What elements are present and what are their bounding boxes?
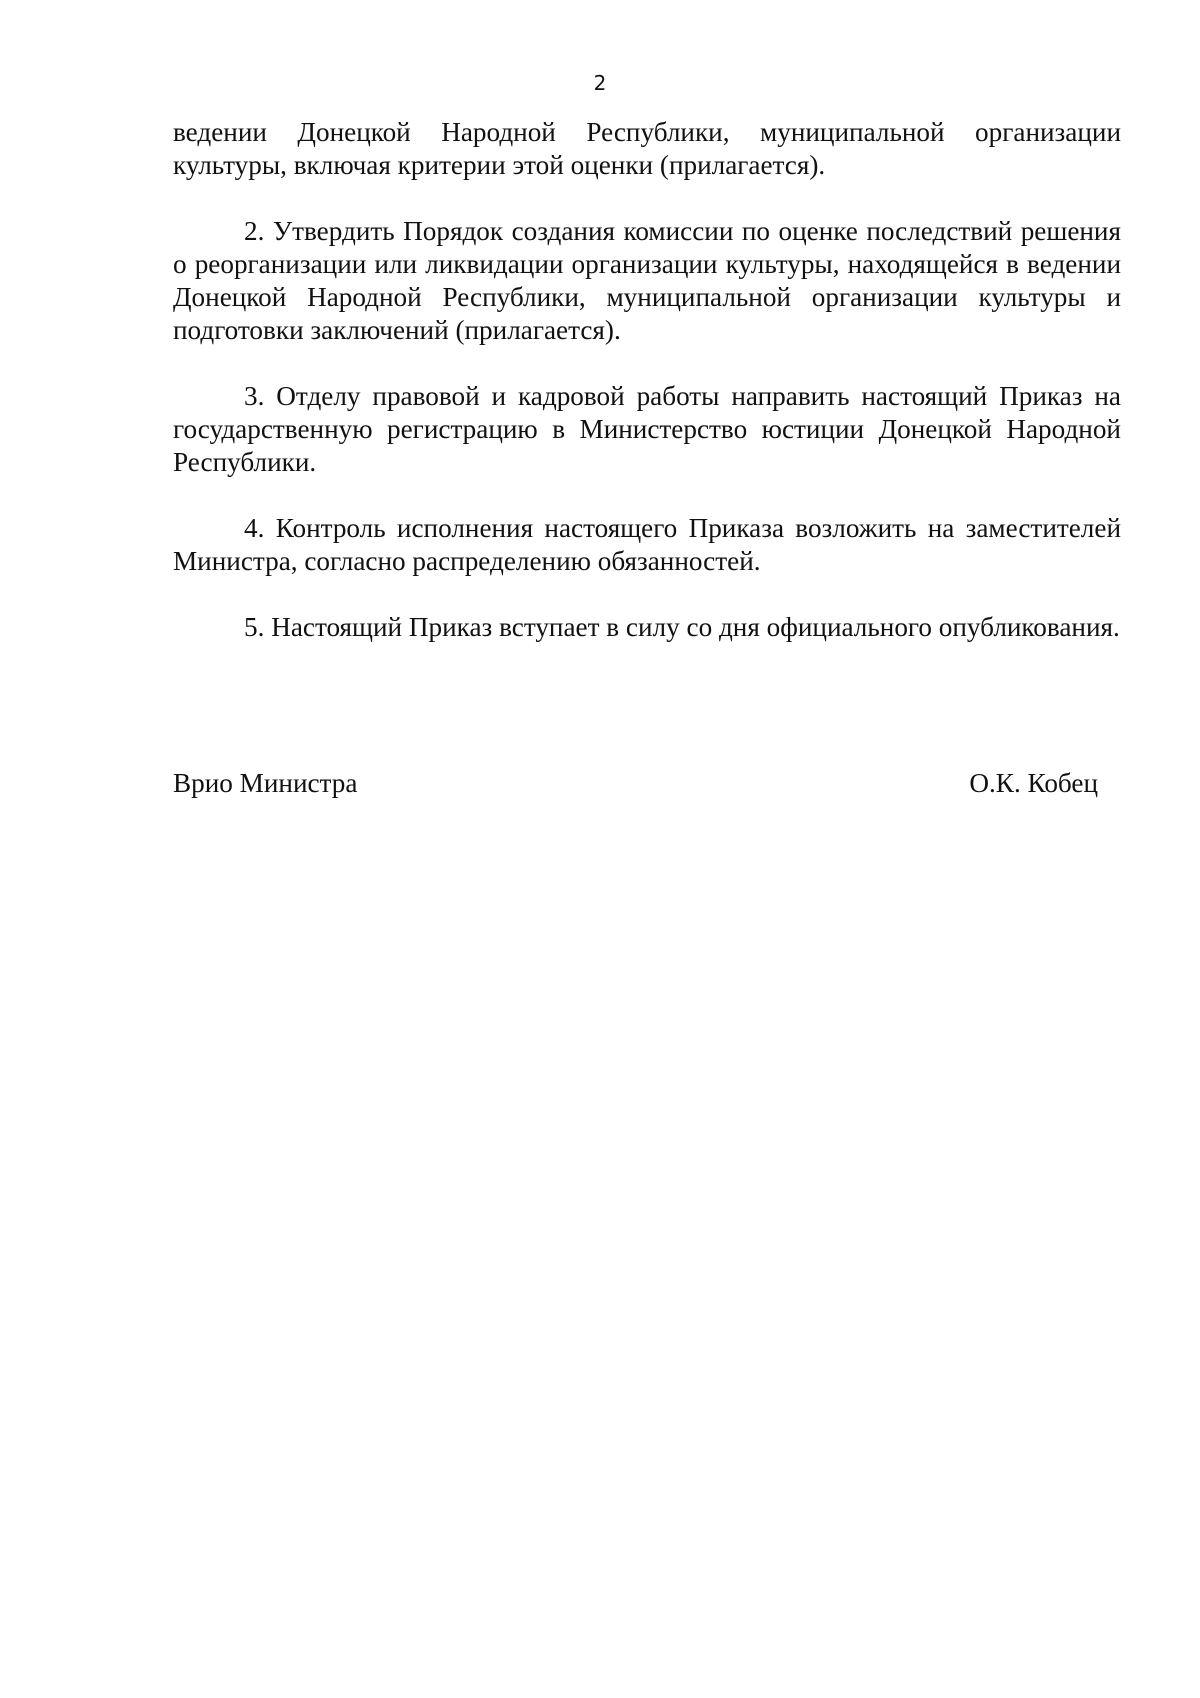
paragraph-continuation: ведении Донецкой Народной Республики, муниципальной организации культуры, включая критерии этой оценки (прилагается). xyxy=(173,117,1121,180)
paragraph-item-4: 4. Контроль исполнения настоящего Приказа возложить на заместителей Министра, согласно распределению обязанностей. xyxy=(173,513,1121,576)
paragraph-item-2: 2. Утвердить Порядок создания комиссии по оценке последствий решения о реорганизации или ликвидации организации культуры, находящейся в ведении Донецкой Народной Республики, муниципальной организации культуры и подготовки заключений (прилагается). xyxy=(173,216,1121,345)
signature-block xyxy=(173,767,1098,800)
page-number: 2 xyxy=(593,71,607,95)
document-body xyxy=(173,116,1121,644)
paragraph-item-5: 5. Настоящий Приказ вступает в силу со дня официального опубликования. xyxy=(244,612,1120,642)
signatory-name: О.К. Кобец xyxy=(969,768,1098,798)
paragraph-item-3: 3. Отделу правовой и кадровой работы направить настоящий Приказ на государственную регистрацию в Министерство юстиции Донецкой Народной Республики. xyxy=(173,381,1121,477)
signatory-position: Врио Министра xyxy=(173,768,358,798)
